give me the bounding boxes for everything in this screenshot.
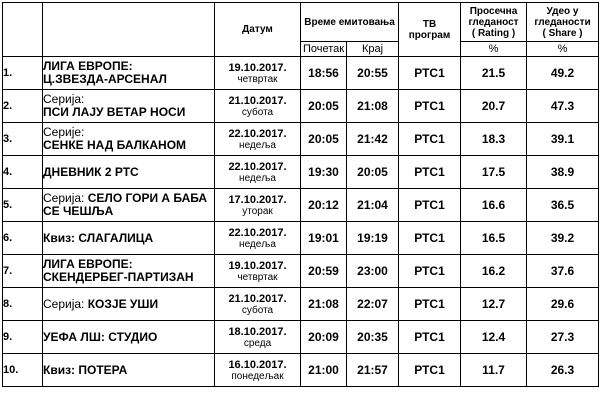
row-number: 10. [3, 354, 43, 387]
header-rating-unit: % [461, 42, 527, 57]
weekday: четвртак [237, 73, 278, 85]
rating-value: 16.2 [461, 255, 527, 288]
program-title [43, 123, 215, 156]
weekday: уторак [242, 205, 273, 217]
broadcast-date [215, 123, 301, 156]
tv-channel: РТС1 [399, 57, 461, 90]
share-value: 29.6 [527, 288, 599, 321]
start-time: 20:05 [301, 123, 347, 156]
row-number: 9. [3, 321, 43, 354]
weekday: понедељак [231, 370, 284, 382]
share-value: 47.3 [527, 90, 599, 123]
date-value: 22.10.2017. [228, 226, 287, 239]
program-title-prefix: Квиз: [43, 230, 76, 245]
broadcast-date [215, 156, 301, 189]
tv-channel: РТС1 [399, 90, 461, 123]
program-title-line1: УЕФА ЛШ: СТУДИО [43, 329, 158, 344]
rating-value: 20.7 [461, 90, 527, 123]
header-rating-line1: Просечна [469, 5, 518, 17]
header-rating [461, 3, 527, 42]
table-row [3, 255, 599, 288]
program-title-line1: Серија: КОЗЈЕ УШИ [43, 296, 159, 311]
row-number: 5. [3, 189, 43, 222]
row-number: 2. [3, 90, 43, 123]
date-value: 21.10.2017. [228, 94, 287, 107]
program-title-line1: ЛИГА ЕВРОПЕ: [43, 59, 133, 73]
program-title [43, 189, 215, 222]
end-time: 19:19 [347, 222, 399, 255]
end-time: 20:55 [347, 57, 399, 90]
header-rating-line3: ( Rating ) [471, 27, 516, 39]
start-time: 19:01 [301, 222, 347, 255]
start-time: 20:12 [301, 189, 347, 222]
weekday: недеља [239, 172, 276, 184]
end-time: 21:04 [347, 189, 399, 222]
row-number: 4. [3, 156, 43, 189]
date-value: 19.10.2017. [228, 259, 287, 272]
rating-value: 12.4 [461, 321, 527, 354]
date-value: 19.10.2017. [228, 61, 287, 74]
broadcast-date [215, 354, 301, 387]
row-number: 3. [3, 123, 43, 156]
rating-value: 18.3 [461, 123, 527, 156]
start-time: 18:56 [301, 57, 347, 90]
rating-value: 21.5 [461, 57, 527, 90]
date-value: 21.10.2017. [228, 292, 287, 305]
broadcast-date [215, 321, 301, 354]
share-value: 39.1 [527, 123, 599, 156]
table-row [3, 189, 599, 222]
end-time: 21:08 [347, 90, 399, 123]
program-title-line1: Серија: СЕЛО ГОРИ А БАБА [43, 191, 208, 205]
header-share-line2: гледаности [534, 16, 591, 28]
tv-channel: РТС1 [399, 288, 461, 321]
header-share-line1: Удео у [546, 5, 579, 17]
program-title [43, 288, 215, 321]
date-value: 18.10.2017. [228, 325, 287, 338]
program-title-line1: ЛИГА ЕВРОПЕ: [43, 257, 133, 271]
share-value: 39.2 [527, 222, 599, 255]
broadcast-date [215, 57, 301, 90]
tv-channel: РТС1 [399, 123, 461, 156]
date-value: 17.10.2017. [228, 193, 287, 206]
row-number: 8. [3, 288, 43, 321]
tv-channel: РТС1 [399, 354, 461, 387]
header-num [3, 3, 43, 57]
row-number: 1. [3, 57, 43, 90]
broadcast-date [215, 189, 301, 222]
broadcast-date [215, 255, 301, 288]
program-title-line2: СКЕНДЕРБЕГ-ПАРТИЗАН [43, 270, 194, 284]
program-title [43, 222, 215, 255]
end-time: 22:07 [347, 288, 399, 321]
share-value: 37.6 [527, 255, 599, 288]
program-title-line2: Ц.ЗВЕЗДА-АРСЕНАЛ [43, 72, 167, 86]
program-title-line1: Серија: [43, 92, 85, 106]
start-time: 20:59 [301, 255, 347, 288]
program-title [43, 156, 215, 189]
header-share-unit: % [527, 42, 599, 57]
rating-value: 17.5 [461, 156, 527, 189]
start-time: 20:09 [301, 321, 347, 354]
program-title-line1: ПОТЕРА [75, 362, 128, 377]
rating-value: 12.7 [461, 288, 527, 321]
rating-value: 16.5 [461, 222, 527, 255]
weekday: недеља [239, 238, 276, 250]
date-value: 22.10.2017. [228, 160, 287, 173]
end-time: 20:05 [347, 156, 399, 189]
header-rating-line2: гледаност [468, 16, 519, 28]
program-title-line2: СЕ ЧЕШЉА [43, 204, 114, 218]
header-date: Датум [215, 3, 301, 57]
broadcast-date [215, 288, 301, 321]
tv-channel: РТС1 [399, 255, 461, 288]
share-value: 49.2 [527, 57, 599, 90]
share-value: 36.5 [527, 189, 599, 222]
start-time: 21:08 [301, 288, 347, 321]
weekday: среда [243, 337, 272, 349]
tv-channel: РТС1 [399, 156, 461, 189]
header-broadcast-time: Време емитовања [301, 3, 399, 42]
share-value: 26.3 [527, 354, 599, 387]
end-time: 21:42 [347, 123, 399, 156]
table-row [3, 57, 599, 90]
program-title [43, 57, 215, 90]
date-value: 22.10.2017. [228, 127, 287, 140]
header-share [527, 3, 599, 42]
start-time: 20:05 [301, 90, 347, 123]
end-time: 21:57 [347, 354, 399, 387]
tv-channel: РТС1 [399, 321, 461, 354]
weekday: четвртак [237, 271, 278, 283]
program-title-line2: ПСИ ЛАЈУ ВЕТАР НОСИ [43, 105, 186, 119]
table-row [3, 156, 599, 189]
rating-value: 11.7 [461, 354, 527, 387]
table-row [3, 321, 599, 354]
program-title-line1: СЛАГАЛИЦА [75, 230, 154, 245]
weekday: недеља [239, 139, 276, 151]
header-end: Крај [347, 42, 399, 57]
table-row [3, 354, 599, 387]
table-row [3, 222, 599, 255]
date-value: 16.10.2017. [228, 358, 287, 371]
tv-channel: РТС1 [399, 222, 461, 255]
row-number: 6. [3, 222, 43, 255]
broadcast-date [215, 90, 301, 123]
header-channel-line1: ТВ [422, 18, 437, 30]
start-time: 19:30 [301, 156, 347, 189]
weekday: субота [241, 106, 274, 118]
end-time: 20:35 [347, 321, 399, 354]
weekday: субота [241, 304, 274, 316]
header-start: Почетак [301, 42, 347, 57]
ratings-table [2, 2, 599, 387]
program-title-prefix: Квиз: [43, 362, 76, 377]
broadcast-date [215, 222, 301, 255]
program-title [43, 354, 215, 387]
program-title-line1: ДНЕВНИК 2 РТС [43, 164, 139, 179]
share-value: 38.9 [527, 156, 599, 189]
program-title [43, 255, 215, 288]
program-title [43, 321, 215, 354]
program-title-line2: СЕНКЕ НАД БАЛКАНОМ [43, 138, 187, 152]
header-channel-line2: програм [408, 29, 451, 41]
start-time: 21:00 [301, 354, 347, 387]
tv-channel: РТС1 [399, 189, 461, 222]
row-number: 7. [3, 255, 43, 288]
share-value: 27.3 [527, 321, 599, 354]
end-time: 23:00 [347, 255, 399, 288]
rating-value: 16.6 [461, 189, 527, 222]
program-title-line1: Серије: [43, 125, 85, 139]
header-channel [399, 3, 461, 57]
table-row [3, 90, 599, 123]
header-title [43, 3, 215, 57]
table-row [3, 288, 599, 321]
table-row [3, 123, 599, 156]
program-title [43, 90, 215, 123]
header-share-line3: ( Share ) [542, 27, 583, 39]
